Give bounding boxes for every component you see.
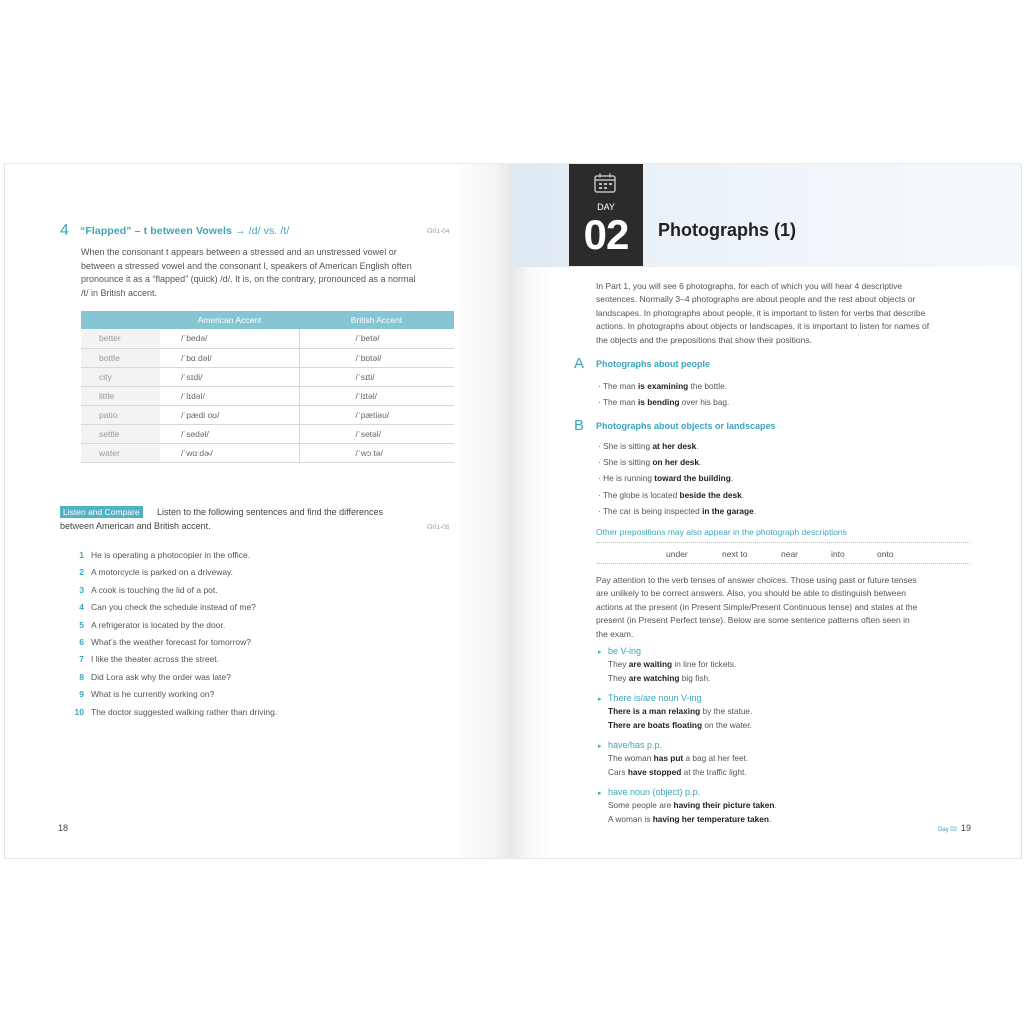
audio-track-label: ☊01-04: [427, 228, 450, 235]
american-cell: /ˈsɪdi/: [160, 367, 299, 386]
pattern-example: Some people are having their picture taken.: [608, 800, 777, 810]
table-header-british: British Accent: [299, 311, 454, 329]
section4-paragraph: [81, 246, 416, 300]
para-line: actions at the present (in Present Simple/Present Continuous tense) and states at the: [596, 601, 918, 612]
british-cell: /ˈbɒtəl/: [299, 348, 454, 367]
para-line: landscapes. In photographs about people, it is important to listen for verbs that describe: [596, 307, 926, 318]
item-number: 7: [79, 654, 84, 665]
item-number: 5: [79, 619, 84, 630]
list-item: · The globe is located beside the desk.: [598, 489, 745, 500]
item-number: 10: [74, 706, 84, 717]
triangle-bullet-icon: ▸: [598, 790, 602, 797]
british-cell: /ˈwɔːtə/: [299, 443, 454, 462]
british-cell: /ˈlɪtəl/: [299, 386, 454, 405]
item-number: 6: [79, 636, 84, 647]
list-item: [62, 654, 277, 671]
item-number: 3: [79, 584, 84, 595]
list-item: · He is running toward the building.: [598, 473, 734, 484]
triangle-bullet-icon: ▸: [598, 696, 602, 703]
list-item: · The man is bending over his bag.: [598, 397, 730, 408]
section-b-letter: B: [574, 417, 585, 434]
word-cell: little: [81, 386, 160, 405]
word-cell: city: [81, 367, 160, 386]
american-cell: /ˈlɪdəl/: [160, 386, 299, 405]
para-line: the exam.: [596, 628, 634, 639]
tense-paragraph: [596, 574, 917, 641]
list-item: [62, 602, 277, 619]
item-text: What’s the weather forecast for tomorrow?: [91, 636, 251, 647]
item-text: I like the theater across the street.: [91, 654, 220, 665]
section-a-list: [598, 381, 729, 413]
day-number: 02: [583, 211, 629, 258]
item-number: 1: [79, 550, 84, 560]
para-line: /t/ in British accent.: [81, 287, 158, 298]
american-cell: /ˈbedə/: [160, 329, 299, 348]
item-number: 4: [79, 602, 84, 613]
pattern-group: [598, 787, 777, 828]
british-cell: /ˈsetəl/: [299, 424, 454, 443]
para-line: Pay attention to the verb tenses of answer choices. Those using past or future tenses: [596, 575, 917, 585]
list-item: · The man is examining the bottle.: [598, 381, 727, 391]
day-label: DAY: [597, 202, 615, 212]
preposition: into: [831, 549, 845, 559]
item-text: Can you check the schedule instead of me?: [91, 602, 256, 613]
table-row: [81, 367, 454, 386]
item-number: 8: [79, 671, 84, 682]
left-page: [4, 163, 512, 859]
para-line: actions. In photographs about objects or landscapes, it is important to listen for names of: [596, 321, 930, 332]
list-item: [62, 672, 277, 689]
list-item: · She is sitting on her desk.: [598, 457, 702, 468]
item-text: What is he currently working on?: [91, 689, 215, 700]
pattern-heading: ▸ have/has p.p.: [598, 740, 663, 750]
preposition: under: [666, 549, 688, 559]
item-text: Did Lora ask why the order was late?: [91, 671, 231, 682]
day-badge: [569, 164, 643, 266]
table-row: [81, 386, 454, 405]
list-item: [62, 707, 277, 724]
calendar-icon: [594, 173, 616, 193]
american-cell: /ˈsedəl/: [160, 424, 299, 443]
page-number-left: 18: [58, 823, 69, 833]
footer-day-label: Day 02: [938, 827, 958, 833]
british-cell: /ˈbetə/: [299, 329, 454, 348]
table-header-row: [81, 311, 454, 329]
list-item: [62, 585, 277, 602]
section-number: 4: [60, 222, 69, 239]
page-number-right: 19: [961, 823, 972, 833]
other-prepositions-label: Other prepositions may also appear in the photograph descriptions: [596, 527, 847, 537]
pattern-example: The woman has put a bag at her feet.: [608, 753, 749, 763]
item-number: 2: [79, 567, 84, 578]
british-cell: /ˈsɪti/: [299, 367, 454, 386]
pattern-example: There is a man relaxing by the statue.: [608, 706, 753, 716]
list-item: [62, 620, 277, 637]
table-header-american: American Accent: [160, 311, 299, 329]
right-page: [512, 163, 1022, 859]
section-title-phonetics: → /d/ vs. /t/: [235, 225, 290, 237]
para-line: between a stressed vowel and the consonant l, speakers of American English often: [81, 260, 412, 271]
audio-track-label: ☊01-05: [427, 524, 450, 531]
pattern-group: [598, 693, 752, 734]
item-number: 9: [79, 689, 84, 700]
list-item: [62, 550, 277, 567]
intro-paragraph: [596, 280, 929, 347]
table-row: [81, 405, 454, 424]
para-line: the objects and the prepositions that show their positions.: [596, 334, 812, 345]
section-b-title: Photographs about objects or landscapes: [596, 421, 776, 431]
para-line: pronounce it as a “flapped” (quick) /d/. It is, on the contrary, pronounced as a normal: [81, 274, 416, 284]
preposition: near: [781, 549, 799, 559]
accent-table: [81, 311, 454, 463]
pattern-example: There are boats floating on the water.: [608, 720, 752, 730]
list-item: [62, 567, 277, 584]
preposition: next to: [722, 549, 748, 559]
pattern-example: A woman is having her temperature taken.: [608, 814, 772, 824]
listen-compare-tag: Listen and Compare: [60, 506, 143, 518]
sentence-list: [62, 550, 277, 724]
section-a-title: Photographs about people: [596, 359, 710, 369]
preposition: onto: [877, 549, 894, 559]
list-item: [62, 689, 277, 706]
pattern-example: They are watching big fish.: [608, 673, 711, 683]
para-line: are unlikely to be correct answers. Also, you should be able to distinguish between: [596, 588, 906, 599]
word-cell: patio: [81, 405, 160, 424]
american-cell: /ˈpædi oʊ/: [160, 405, 299, 424]
item-text: A cook is touching the lid of a pot.: [91, 584, 218, 595]
british-cell: /ˈpætiəʊ/: [299, 405, 454, 424]
table-header-blank: [81, 311, 160, 329]
american-cell: /ˈbɑːdəl/: [160, 348, 299, 367]
item-text: A refrigerator is located by the door.: [91, 619, 226, 630]
para-line: sentences. Normally 3–4 photographs are about people and the rest about objects or: [596, 294, 916, 305]
page-footer: [938, 823, 971, 833]
para-line: present (in Present Perfect tense). Below are some sentence patterns often seen in: [596, 615, 910, 626]
table-row: [81, 443, 454, 462]
pattern-group: [598, 646, 736, 687]
prepositions-box: [596, 542, 970, 564]
triangle-bullet-icon: ▸: [598, 649, 602, 656]
para-line: When the consonant t appears between a stressed and an unstressed vowel or: [81, 247, 397, 257]
list-item: · She is sitting at her desk.: [598, 441, 699, 451]
american-cell: /ˈwɑːdɚ/: [160, 443, 299, 462]
listen-instruction: Listen to the following sentences and find the differences: [157, 507, 383, 517]
list-item: · The car is being inspected in the garage.: [598, 505, 757, 516]
pattern-heading: ▸ There is/are noun V-ing: [598, 693, 702, 703]
item-text: A motorcycle is parked on a driveway.: [91, 567, 234, 578]
pattern-heading: ▸ be V-ing: [598, 646, 642, 656]
list-item: [62, 637, 277, 654]
section-title: [80, 225, 289, 237]
section-a-letter: A: [574, 355, 585, 372]
listen-instruction-cont: between American and British accent.: [60, 521, 211, 531]
para-line: In Part 1, you will see 6 photographs, for each of which you will hear 4 descriptive: [596, 281, 903, 291]
word-cell: water: [81, 443, 160, 462]
word-cell: bottle: [81, 348, 160, 367]
pattern-example: They are waiting in line for tickets.: [608, 659, 737, 669]
table-row: [81, 348, 454, 367]
pattern-group: [598, 740, 748, 781]
page-title: Photographs (1): [658, 220, 796, 240]
table-row: [81, 329, 454, 348]
pattern-example: Cars have stopped at the traffic light.: [608, 767, 747, 777]
triangle-bullet-icon: ▸: [598, 743, 602, 750]
pattern-heading: ▸ have noun (object) p.p.: [598, 787, 701, 797]
word-cell: settle: [81, 424, 160, 443]
word-cell: better: [81, 329, 160, 348]
item-text: He is operating a photocopier in the office.: [91, 550, 251, 560]
table-row: [81, 424, 454, 443]
open-book: [4, 163, 1022, 859]
section-b-list: [598, 441, 756, 522]
section-title-text: “Flapped” – t between Vowels: [80, 225, 232, 237]
item-text: The doctor suggested walking rather than driving.: [91, 706, 278, 717]
